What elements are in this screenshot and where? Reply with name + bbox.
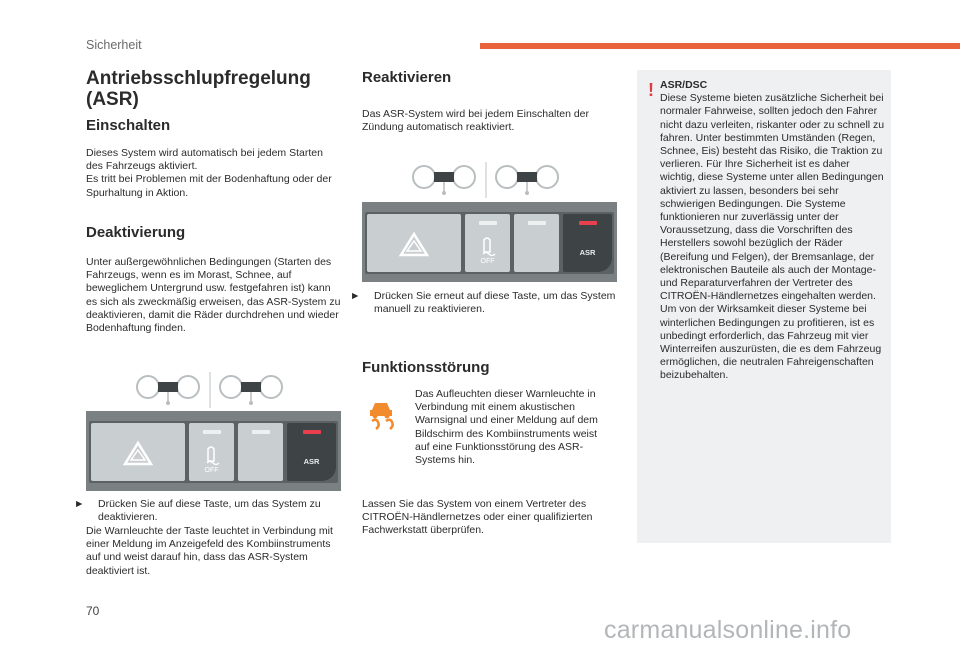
heading-reaktivieren: Reaktivieren	[362, 69, 452, 86]
deaktivierung-bullet: ► Drücken Sie auf diese Taste, um das System zu deaktivieren.	[74, 498, 321, 524]
deaktivierung-text: Unter außergewöhnlichen Bedingungen (Starten des Fahrzeugs, wenn es im Morast, Schnee, auf beweglichem Untergrund usw. festgefahren ist) kann es sich als zweckmäßig erweisen, das ASR-System zu deaktivieren, damit die Räder durchdrehen und wieder Bodenhaftung finden.	[86, 256, 341, 335]
asr-label: ASR	[579, 248, 596, 257]
dashboard-illustration-2	[362, 162, 617, 198]
page-title: Antriebsschlupfregelung (ASR)	[86, 68, 311, 110]
off-label: OFF	[480, 258, 495, 265]
steering-wheel-icon	[362, 162, 617, 198]
section-label: Sicherheit	[86, 38, 142, 52]
dashboard-illustration	[86, 372, 341, 408]
heading-funktionsstoerung: Funktionsstörung	[362, 359, 490, 376]
esp-off-button	[189, 423, 234, 481]
asr-button-2	[563, 214, 612, 272]
section-accent-bar	[480, 43, 960, 49]
warning-text: ASR/DSC Diese Systeme bieten zusätzliche Sicherheit bei normaler Fahrweise, sollten jedoch den Fahrer nicht dazu verleiten, riskanter oder zu schnell zu fahren. Unter bestimmten Umständen (Regen, Schnee, Eis) besteht das Risiko, die Traktion zu verlieren. Für Ihre Sicherheit ist es daher wichtig, diese Systeme unter allen Bedingungen aktiviert zu lassen, besonders bei sehr schwierigen Bedingungen. Die Systeme funktionieren nur zuverlässig unter der Voraussetzung, dass die Vorschriften des Herstellers sowohl bezüglich der Räder (Bereifung und Felgen), der Bremsanlage, der elektronischen Bauteile als auch der Montage- und Reparaturverfahren der Vertreter des CITROËN-Händlernetzes eingehalten werden. Um von der Wirksamkeit dieser Systeme bei winterlichen Bedingungen zu profitieren, ist es unbedingt erforderlich, das Fahrzeug mit vier Winterreifen auszurüsten, die es dem Fahrzeug ermöglichen, die neutralen Fahreigenschaften beizubehalten.	[660, 79, 885, 382]
stoerung-text-2: Lassen Sie das System von einem Vertreter des CITROËN-Händlernetzes oder einer qualifizierten Fachwerkstatt überprüfen.	[362, 498, 593, 537]
heading-deaktivierung: Deaktivierung	[86, 224, 186, 241]
heading-einschalten: Einschalten	[86, 117, 171, 134]
switch-panel-2	[362, 202, 617, 282]
watermark: carmanualsonline.info	[604, 616, 852, 644]
reaktivieren-text: Das ASR-System wird bei jedem Einschalten der Zündung automatisch reaktiviert.	[362, 108, 590, 134]
hazard-triangle-icon	[91, 423, 185, 481]
switch-panel	[86, 411, 341, 491]
bullet-arrow-icon: ►	[74, 498, 85, 510]
asr-button	[287, 423, 336, 481]
steering-wheel-icon	[86, 372, 341, 408]
hazard-button-2	[367, 214, 461, 272]
reaktivieren-bullet: ► Drücken Sie erneut auf diese Taste, um das System manuell zu reaktivieren.	[350, 290, 616, 316]
einschalten-text: Dieses System wird automatisch bei jedem Starten des Fahrzeugs aktiviert. Es tritt bei Problemen mit der Bodenhaftung oder der Spurhaltung in Aktion.	[86, 147, 332, 199]
hazard-triangle-icon	[367, 214, 461, 272]
deaktivierung-text-2: Die Warnleuchte der Taste leuchtet in Verbindung mit einer Meldung im Anzeigefeld des Kombiinstruments auf und weist darauf hin, dass das ASR-System deaktiviert ist.	[86, 525, 333, 577]
blank-button-2	[514, 214, 559, 272]
blank-button	[238, 423, 283, 481]
asr-label: ASR	[303, 457, 320, 466]
hazard-button	[91, 423, 185, 481]
bullet-arrow-icon: ►	[350, 290, 361, 302]
warning-mark: !	[648, 80, 654, 100]
page-number: 70	[86, 604, 100, 618]
skidding-car-icon	[366, 398, 396, 432]
stoerung-text: Das Aufleuchten dieser Warnleuchte in Verbindung mit einem akustischen Warnsignal und einer Meldung auf dem Bildschirm des Kombiinstruments weist auf eine Funktionsstörung des ASR-Systems hin.	[415, 388, 598, 467]
off-label: OFF	[204, 467, 219, 474]
esp-off-button-2	[465, 214, 510, 272]
